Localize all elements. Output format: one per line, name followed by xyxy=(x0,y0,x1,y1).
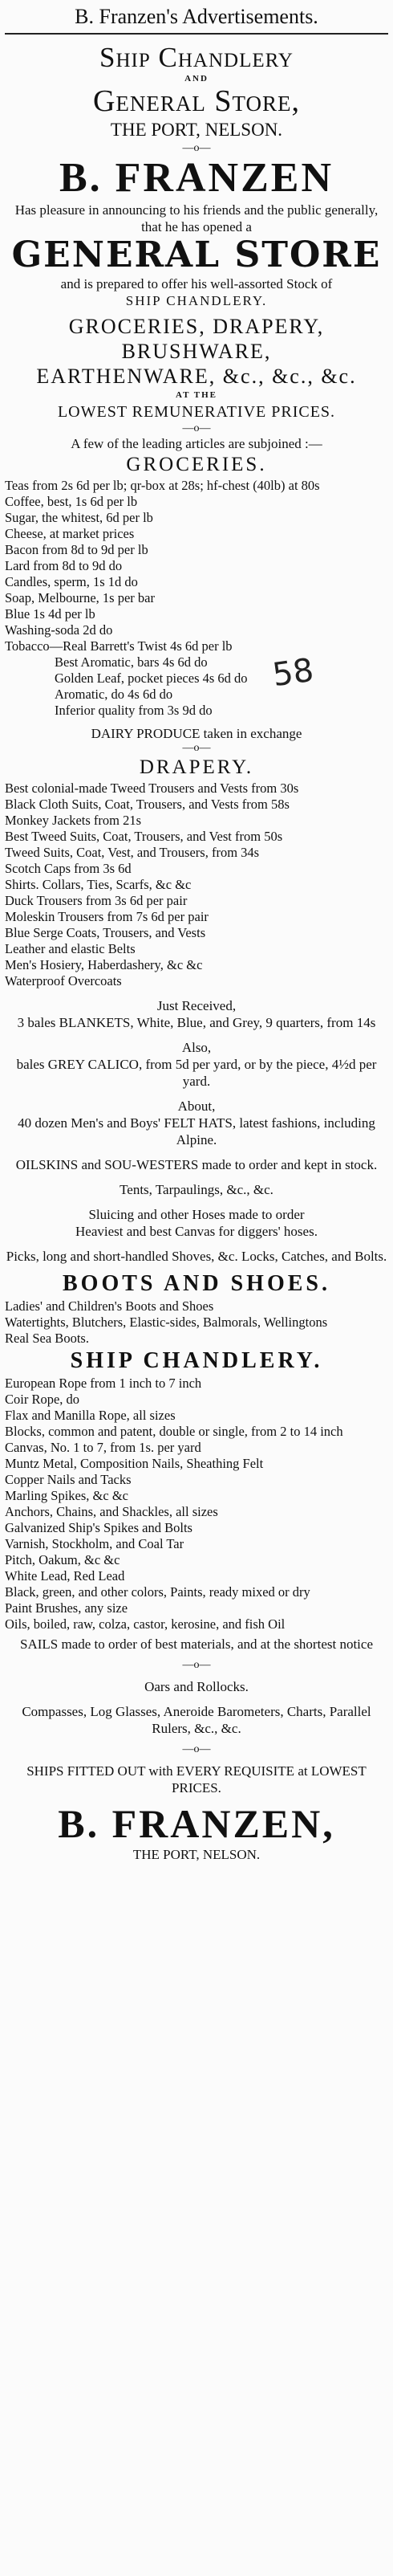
separator: —o— xyxy=(182,422,211,434)
compasses: Compasses, Log Glasses, Aneroide Barometers, Charts, Parallel Rulers, &c., &c. xyxy=(22,1704,371,1736)
drapery-heading: DRAPERY. xyxy=(139,756,254,778)
goods-line-2: BRUSHWARE, xyxy=(121,340,272,363)
dairy-produce: DAIRY PRODUCE taken in exchange xyxy=(91,726,302,741)
sails: SAILS made to order of best materials, and at the shortest notice xyxy=(20,1636,373,1652)
list-item: Tobacco—Real Barrett's Twist 4s 6d per lb xyxy=(5,638,233,654)
list-item: White Lead, Red Lead xyxy=(5,1568,125,1584)
list-item: Best colonial-made Tweed Trousers and Vests from 30s xyxy=(5,781,299,796)
boots-list xyxy=(5,1298,388,1347)
list-item: Ladies' and Children's Boots and Shoes xyxy=(5,1298,214,1314)
list-item: Moleskin Trousers from 7s 6d per pair xyxy=(5,909,209,924)
list-item: European Rope from 1 inch to 7 inch xyxy=(5,1376,202,1391)
list-item: Best Tweed Suits, Coat, Trousers, and Vest from 50s xyxy=(5,829,283,844)
groceries-heading: GROCERIES. xyxy=(126,454,267,475)
list-item: Sugar, the whitest, 6d per lb xyxy=(5,510,153,525)
diggers-canvas: Heaviest and best Canvas for diggers' hoses. xyxy=(75,1224,318,1239)
port-line: THE PORT, NELSON. xyxy=(110,120,283,140)
oilskins: OILSKINS and SOU-WESTERS made to order and kept in stock. xyxy=(15,1157,378,1172)
picks: Picks, long and short-handled Shoves, &c. Locks, Catches, and Bolts. xyxy=(6,1249,387,1264)
separator: —o— xyxy=(182,1743,211,1755)
list-item: Blocks, common and patent, double or single, from 2 to 14 inch xyxy=(5,1424,343,1439)
title-general-store: General Store, xyxy=(92,84,301,118)
list-item: Inferior quality from 3s 9d do xyxy=(55,703,213,718)
list-item: Tweed Suits, Coat, Vest, and Trousers, from 34s xyxy=(5,845,260,860)
list-item: Canvas, No. 1 to 7, from 1s. per yard xyxy=(5,1440,201,1455)
intro-text: Has pleasure in announcing to his friends and the public generally, that he has opened a xyxy=(14,202,379,234)
list-item: Pitch, Oakum, &c &c xyxy=(5,1552,120,1567)
list-item: Copper Nails and Tacks xyxy=(5,1472,132,1487)
ship-chandlery-line: SHIP CHANDLERY. xyxy=(125,293,268,308)
list-item: Paint Brushes, any size xyxy=(5,1600,128,1616)
list-item: Galvanized Ship's Spikes and Bolts xyxy=(5,1520,192,1535)
groceries-list xyxy=(5,478,388,719)
list-item: Lard from 8d to 9d do xyxy=(5,558,123,573)
list-item: Candles, sperm, 1s 1d do xyxy=(5,574,138,589)
list-item: Best Aromatic, bars 4s 6d do xyxy=(55,654,208,670)
list-item: Blue 1s 4d per lb xyxy=(5,606,95,622)
list-item: Coir Rope, do xyxy=(5,1392,80,1407)
goods-line-1: GROCERIES, DRAPERY, xyxy=(68,315,325,338)
list-item: Waterproof Overcoats xyxy=(5,973,122,988)
at-the: AT THE xyxy=(175,390,218,400)
list-item: Leather and elastic Belts xyxy=(5,941,136,956)
divider xyxy=(5,33,388,35)
list-item: Anchors, Chains, and Shackles, all sizes xyxy=(5,1504,218,1519)
oars: Oars and Rollocks. xyxy=(144,1679,249,1694)
separator: —o— xyxy=(182,142,211,154)
list-item: Men's Hosiery, Haberdashery, &c &c xyxy=(5,957,203,972)
tents: Tents, Tarpaulings, &c., &c. xyxy=(120,1182,273,1197)
list-item: Duck Trousers from 3s 6d per pair xyxy=(5,893,188,908)
boots-heading: BOOTS AND SHOES. xyxy=(63,1271,330,1296)
ship-chandlery-heading: SHIP CHANDLERY. xyxy=(70,1348,323,1373)
separator: —o— xyxy=(182,742,211,754)
list-item: Oils, boiled, raw, colza, castor, kerosine, and fish Oil xyxy=(5,1616,286,1632)
list-item: Soap, Melbourne, 1s per bar xyxy=(5,590,155,605)
list-item: Aromatic, do 4s 6d do xyxy=(55,687,173,702)
list-item: Shirts. Collars, Ties, Scarfs, &c &c xyxy=(5,877,192,892)
title-ship-chandlery: Ship Chandlery xyxy=(99,42,294,73)
calico: bales GREY CALICO, from 5d per yard, or by the piece, 4½d per yard. xyxy=(16,1057,377,1089)
also: Also, xyxy=(181,1040,212,1055)
list-item: Blue Serge Coats, Trousers, and Vests xyxy=(5,925,206,940)
general-store-heading: GENERAL STORE xyxy=(11,234,382,275)
blankets: 3 bales BLANKETS, White, Blue, and Grey, 9 quarters, from 14s xyxy=(17,1015,376,1030)
list-item: Real Sea Boots. xyxy=(5,1331,89,1346)
title-and: AND xyxy=(184,74,209,84)
list-item: Washing-soda 2d do xyxy=(5,622,113,638)
felt-hats: 40 dozen Men's and Boys' FELT HATS, latest fashions, including Alpine. xyxy=(18,1115,375,1147)
list-item: Muntz Metal, Composition Nails, Sheathing Felt xyxy=(5,1456,264,1471)
list-item: Scotch Caps from 3s 6d xyxy=(5,861,132,876)
list-item: Cheese, at market prices xyxy=(5,526,135,541)
separator: —o— xyxy=(182,1659,211,1671)
list-item: Marling Spikes, &c &c xyxy=(5,1488,128,1503)
header: B. Franzen's Advertisements. xyxy=(75,5,318,28)
footer-port: THE PORT, NELSON. xyxy=(132,1847,261,1862)
sluicing-hoses: Sluicing and other Hoses made to order xyxy=(88,1207,305,1222)
list-item: Bacon from 8d to 9d per lb xyxy=(5,542,148,557)
handwritten-note: 58 xyxy=(270,651,316,695)
just-received: Just Received, xyxy=(156,998,237,1013)
few-articles: A few of the leading articles are subjoined :— xyxy=(71,436,322,451)
ship-list xyxy=(5,1376,388,1632)
merchant-name: B. FRANZEN xyxy=(59,155,334,201)
list-item: Varnish, Stockholm, and Coal Tar xyxy=(5,1536,184,1551)
intro-text-2: and is prepared to offer his well-assorted Stock of xyxy=(60,276,333,291)
goods-line-3: EARTHENWARE, &c., &c., &c. xyxy=(36,365,357,388)
footer-name: B. FRANZEN, xyxy=(58,1801,335,1846)
drapery-list xyxy=(5,781,388,989)
list-item: Monkey Jackets from 21s xyxy=(5,813,142,828)
list-item: Watertights, Blutchers, Elastic-sides, Balmorals, Wellingtons xyxy=(5,1314,328,1330)
about: About, xyxy=(177,1098,216,1114)
lowest-prices: LOWEST REMUNERATIVE PRICES. xyxy=(57,403,336,421)
list-item: Coffee, best, 1s 6d per lb xyxy=(5,494,138,509)
list-item: Golden Leaf, pocket pieces 4s 6d do xyxy=(55,670,248,686)
ships-fitted: SHIPS FITTED OUT with EVERY REQUISITE at LOWEST PRICES. xyxy=(26,1763,367,1795)
list-item: Black Cloth Suits, Coat, Trousers, and Vests from 58s xyxy=(5,797,290,812)
list-item: Flax and Manilla Rope, all sizes xyxy=(5,1408,176,1423)
list-item: Black, green, and other colors, Paints, ready mixed or dry xyxy=(5,1584,310,1600)
list-item: Teas from 2s 6d per lb; qr-box at 28s; hf-chest (40lb) at 80s xyxy=(5,478,320,493)
